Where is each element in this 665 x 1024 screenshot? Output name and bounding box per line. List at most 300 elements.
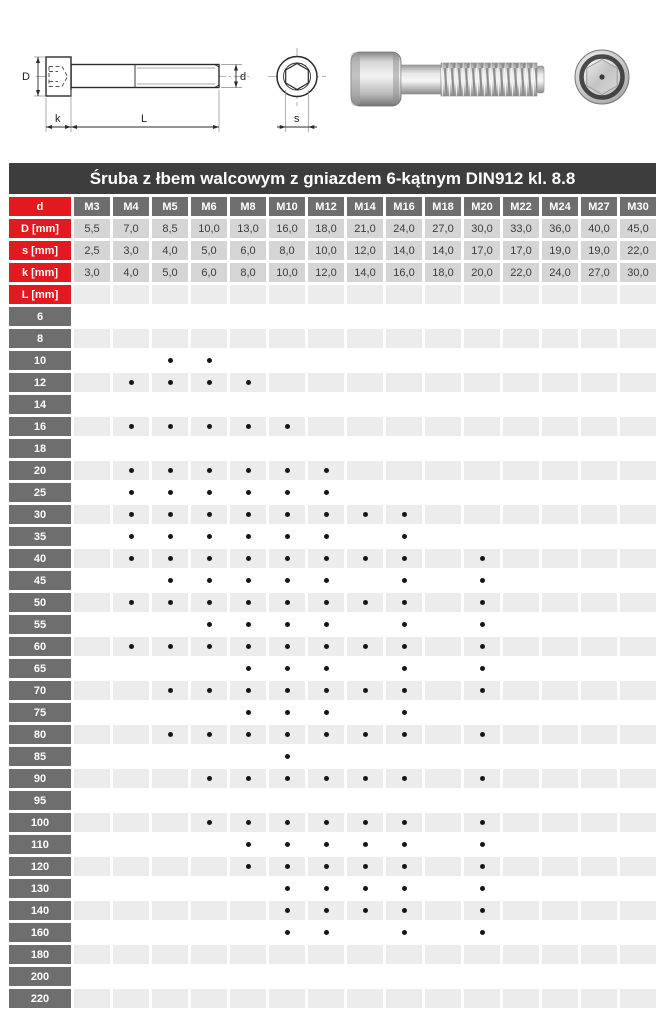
availability-cell xyxy=(425,857,461,876)
availability-cell xyxy=(152,791,188,810)
availability-cell xyxy=(230,593,266,612)
availability-cell xyxy=(152,329,188,348)
availability-cell xyxy=(269,351,305,370)
availability-dot xyxy=(285,908,290,913)
availability-cell xyxy=(386,989,422,1008)
availability-dot xyxy=(168,424,173,429)
availability-cell xyxy=(152,923,188,942)
availability-cell xyxy=(425,461,461,480)
dimension-value-M22: 22,0 xyxy=(503,263,539,282)
availability-cell xyxy=(386,615,422,634)
availability-cell xyxy=(269,417,305,436)
availability-cell xyxy=(113,439,149,458)
availability-dot xyxy=(480,908,485,913)
availability-dot xyxy=(324,556,329,561)
availability-dot xyxy=(402,886,407,891)
availability-dot xyxy=(168,644,173,649)
length-label: 20 xyxy=(9,461,71,480)
availability-dot xyxy=(324,776,329,781)
availability-dot xyxy=(168,358,173,363)
availability-cell xyxy=(386,879,422,898)
availability-cell xyxy=(113,395,149,414)
availability-cell xyxy=(113,923,149,942)
availability-cell xyxy=(230,351,266,370)
dimension-row-label: s [mm] xyxy=(9,241,71,260)
length-row xyxy=(9,351,656,370)
length-row xyxy=(9,461,656,480)
length-row xyxy=(9,373,656,392)
size-header-M30: M30 xyxy=(620,197,656,216)
availability-cell xyxy=(581,439,617,458)
availability-cell xyxy=(425,395,461,414)
availability-cell xyxy=(503,329,539,348)
dimension-value-M30: 45,0 xyxy=(620,219,656,238)
availability-cell xyxy=(230,813,266,832)
availability-dot xyxy=(246,534,251,539)
availability-dot xyxy=(246,512,251,517)
availability-cell xyxy=(542,879,578,898)
availability-dot xyxy=(207,688,212,693)
empty-cell xyxy=(74,285,110,304)
size-header-M8: M8 xyxy=(230,197,266,216)
availability-dot xyxy=(480,732,485,737)
availability-dot xyxy=(246,688,251,693)
availability-cell xyxy=(503,461,539,480)
availability-cell xyxy=(503,835,539,854)
availability-cell xyxy=(74,549,110,568)
availability-cell xyxy=(230,395,266,414)
length-row xyxy=(9,791,656,810)
dimension-value-M18: 14,0 xyxy=(425,241,461,260)
availability-cell xyxy=(503,571,539,590)
size-header-M10: M10 xyxy=(269,197,305,216)
availability-cell xyxy=(74,615,110,634)
availability-cell xyxy=(191,505,227,524)
availability-cell xyxy=(74,945,110,964)
availability-dot xyxy=(285,842,290,847)
availability-dot xyxy=(207,578,212,583)
availability-cell xyxy=(464,835,500,854)
availability-dot xyxy=(324,622,329,627)
availability-dot xyxy=(246,578,251,583)
dimension-value-M10: 8,0 xyxy=(269,241,305,260)
availability-cell xyxy=(581,307,617,326)
availability-cell xyxy=(269,747,305,766)
availability-cell xyxy=(347,527,383,546)
dimension-value-M27: 40,0 xyxy=(581,219,617,238)
availability-cell xyxy=(425,329,461,348)
size-header-M12: M12 xyxy=(308,197,344,216)
availability-cell xyxy=(230,373,266,392)
availability-dot xyxy=(285,644,290,649)
availability-cell xyxy=(347,945,383,964)
availability-cell xyxy=(425,901,461,920)
availability-dot xyxy=(402,512,407,517)
availability-cell xyxy=(152,549,188,568)
availability-cell xyxy=(347,549,383,568)
dimension-value-M6: 6,0 xyxy=(191,263,227,282)
availability-cell xyxy=(191,725,227,744)
availability-dot xyxy=(285,490,290,495)
availability-cell xyxy=(503,703,539,722)
availability-cell xyxy=(503,593,539,612)
availability-cell xyxy=(269,615,305,634)
availability-cell xyxy=(74,747,110,766)
availability-dot xyxy=(402,908,407,913)
availability-cell xyxy=(386,505,422,524)
availability-dot xyxy=(480,820,485,825)
availability-cell xyxy=(113,571,149,590)
length-row xyxy=(9,615,656,634)
availability-cell xyxy=(230,901,266,920)
availability-cell xyxy=(113,351,149,370)
availability-cell xyxy=(269,923,305,942)
availability-cell xyxy=(113,659,149,678)
availability-cell xyxy=(230,769,266,788)
availability-cell xyxy=(230,307,266,326)
availability-cell xyxy=(191,307,227,326)
availability-cell xyxy=(113,637,149,656)
availability-dot xyxy=(402,930,407,935)
availability-dot xyxy=(207,644,212,649)
availability-cell xyxy=(425,923,461,942)
length-row xyxy=(9,505,656,524)
dimension-value-M4: 4,0 xyxy=(113,263,149,282)
availability-cell xyxy=(269,505,305,524)
availability-cell xyxy=(503,505,539,524)
availability-cell xyxy=(347,571,383,590)
availability-dot xyxy=(207,358,212,363)
availability-cell xyxy=(152,901,188,920)
availability-cell xyxy=(347,747,383,766)
availability-cell xyxy=(347,637,383,656)
availability-cell xyxy=(230,527,266,546)
availability-dot xyxy=(324,864,329,869)
availability-dot xyxy=(207,380,212,385)
availability-dot xyxy=(480,930,485,935)
length-row xyxy=(9,549,656,568)
dim-label-D: D xyxy=(22,71,30,83)
availability-dot xyxy=(285,864,290,869)
availability-cell xyxy=(542,461,578,480)
availability-cell xyxy=(269,439,305,458)
availability-cell xyxy=(464,329,500,348)
availability-cell xyxy=(386,747,422,766)
availability-cell xyxy=(464,637,500,656)
availability-cell xyxy=(269,703,305,722)
length-row xyxy=(9,681,656,700)
availability-dot xyxy=(129,556,134,561)
availability-cell xyxy=(464,681,500,700)
length-row xyxy=(9,769,656,788)
availability-dot xyxy=(207,600,212,605)
availability-cell xyxy=(542,791,578,810)
length-label: 75 xyxy=(9,703,71,722)
length-row xyxy=(9,879,656,898)
screw-head-photo xyxy=(560,0,665,160)
availability-dot xyxy=(363,864,368,869)
availability-cell xyxy=(425,879,461,898)
availability-dot xyxy=(207,622,212,627)
length-row xyxy=(9,417,656,436)
availability-dot xyxy=(363,600,368,605)
availability-dot xyxy=(129,534,134,539)
availability-cell xyxy=(503,923,539,942)
length-label: 10 xyxy=(9,351,71,370)
length-row xyxy=(9,945,656,964)
availability-cell xyxy=(386,791,422,810)
availability-cell xyxy=(425,593,461,612)
length-row xyxy=(9,571,656,590)
availability-dot xyxy=(480,864,485,869)
availability-cell xyxy=(191,329,227,348)
length-label: 100 xyxy=(9,813,71,832)
availability-dot xyxy=(480,600,485,605)
availability-cell xyxy=(581,857,617,876)
availability-cell xyxy=(113,725,149,744)
length-label: 25 xyxy=(9,483,71,502)
dimension-value-M18: 27,0 xyxy=(425,219,461,238)
availability-dot xyxy=(480,666,485,671)
availability-cell xyxy=(620,615,656,634)
availability-cell xyxy=(425,351,461,370)
availability-cell xyxy=(542,439,578,458)
availability-cell xyxy=(152,879,188,898)
availability-cell xyxy=(542,725,578,744)
dimension-value-M14: 21,0 xyxy=(347,219,383,238)
availability-dot xyxy=(207,468,212,473)
availability-cell xyxy=(386,725,422,744)
availability-cell xyxy=(74,813,110,832)
availability-cell xyxy=(74,307,110,326)
length-label: 110 xyxy=(9,835,71,854)
availability-dot xyxy=(324,578,329,583)
availability-cell xyxy=(152,857,188,876)
photo-shank xyxy=(401,65,441,94)
availability-cell xyxy=(464,813,500,832)
availability-cell xyxy=(581,571,617,590)
dimension-value-M24: 19,0 xyxy=(542,241,578,260)
availability-dot xyxy=(246,666,251,671)
length-row xyxy=(9,967,656,986)
availability-cell xyxy=(464,571,500,590)
availability-cell xyxy=(425,505,461,524)
availability-dot xyxy=(402,644,407,649)
dim-label-s: s xyxy=(294,113,300,125)
availability-cell xyxy=(191,461,227,480)
availability-cell xyxy=(152,659,188,678)
length-row xyxy=(9,329,656,348)
availability-cell xyxy=(74,637,110,656)
empty-cell xyxy=(542,285,578,304)
availability-cell xyxy=(620,351,656,370)
availability-cell xyxy=(152,439,188,458)
availability-dot xyxy=(246,732,251,737)
length-label: 18 xyxy=(9,439,71,458)
availability-dot xyxy=(207,424,212,429)
availability-dot xyxy=(324,820,329,825)
availability-cell xyxy=(308,637,344,656)
availability-dot xyxy=(324,908,329,913)
availability-cell xyxy=(152,615,188,634)
availability-cell xyxy=(425,571,461,590)
availability-cell xyxy=(464,505,500,524)
availability-dot xyxy=(285,578,290,583)
length-row xyxy=(9,901,656,920)
availability-cell xyxy=(113,857,149,876)
availability-cell xyxy=(152,395,188,414)
availability-cell xyxy=(386,307,422,326)
availability-dot xyxy=(129,424,134,429)
availability-cell xyxy=(386,549,422,568)
availability-cell xyxy=(542,373,578,392)
availability-cell xyxy=(620,879,656,898)
availability-cell xyxy=(152,483,188,502)
empty-cell xyxy=(347,285,383,304)
availability-cell xyxy=(191,813,227,832)
length-label: 35 xyxy=(9,527,71,546)
availability-cell xyxy=(113,461,149,480)
availability-cell xyxy=(308,747,344,766)
dimension-value-M16: 24,0 xyxy=(386,219,422,238)
availability-cell xyxy=(386,945,422,964)
availability-cell xyxy=(113,615,149,634)
availability-cell xyxy=(347,439,383,458)
length-label: 40 xyxy=(9,549,71,568)
availability-dot xyxy=(285,710,290,715)
availability-cell xyxy=(230,417,266,436)
availability-cell xyxy=(464,923,500,942)
empty-cell xyxy=(269,285,305,304)
availability-cell xyxy=(113,329,149,348)
availability-dot xyxy=(168,556,173,561)
availability-cell xyxy=(308,659,344,678)
availability-cell xyxy=(464,791,500,810)
availability-cell xyxy=(425,989,461,1008)
empty-cell xyxy=(425,285,461,304)
empty-cell xyxy=(503,285,539,304)
availability-dot xyxy=(285,534,290,539)
availability-cell xyxy=(308,395,344,414)
availability-cell xyxy=(152,505,188,524)
availability-dot xyxy=(285,622,290,627)
length-label: 200 xyxy=(9,967,71,986)
availability-cell xyxy=(542,351,578,370)
availability-cell xyxy=(308,527,344,546)
length-row xyxy=(9,725,656,744)
availability-cell xyxy=(308,461,344,480)
dimension-value-M27: 27,0 xyxy=(581,263,617,282)
availability-dot xyxy=(246,490,251,495)
availability-cell xyxy=(542,945,578,964)
availability-cell xyxy=(308,307,344,326)
availability-cell xyxy=(581,659,617,678)
availability-cell xyxy=(620,967,656,986)
photo-tip xyxy=(537,66,544,93)
length-label: 180 xyxy=(9,945,71,964)
availability-dot xyxy=(402,688,407,693)
availability-cell xyxy=(113,703,149,722)
size-header-row xyxy=(9,197,656,216)
length-label: 16 xyxy=(9,417,71,436)
dimension-value-M12: 10,0 xyxy=(308,241,344,260)
availability-cell xyxy=(503,681,539,700)
availability-dot xyxy=(324,512,329,517)
availability-cell xyxy=(503,439,539,458)
availability-cell xyxy=(620,923,656,942)
availability-cell xyxy=(464,615,500,634)
availability-cell xyxy=(308,967,344,986)
availability-cell xyxy=(230,857,266,876)
dimension-value-M14: 14,0 xyxy=(347,263,383,282)
availability-cell xyxy=(269,307,305,326)
availability-cell xyxy=(269,461,305,480)
availability-cell xyxy=(191,549,227,568)
empty-cell xyxy=(386,285,422,304)
length-label: 55 xyxy=(9,615,71,634)
length-row xyxy=(9,857,656,876)
availability-dot xyxy=(324,688,329,693)
availability-cell xyxy=(113,989,149,1008)
availability-dot xyxy=(246,644,251,649)
availability-cell xyxy=(386,351,422,370)
availability-cell xyxy=(74,791,110,810)
availability-cell xyxy=(503,901,539,920)
availability-dot xyxy=(402,622,407,627)
length-row xyxy=(9,439,656,458)
availability-cell xyxy=(425,439,461,458)
availability-dot xyxy=(285,600,290,605)
availability-cell xyxy=(620,747,656,766)
length-header-label: L [mm] xyxy=(9,285,71,304)
spec-table xyxy=(9,163,656,1008)
availability-cell xyxy=(542,527,578,546)
availability-cell xyxy=(386,593,422,612)
empty-cell xyxy=(620,285,656,304)
availability-cell xyxy=(113,681,149,700)
screw-photo-body xyxy=(351,52,544,106)
availability-dot xyxy=(363,776,368,781)
availability-dot xyxy=(285,820,290,825)
availability-cell xyxy=(269,329,305,348)
empty-cell xyxy=(191,285,227,304)
availability-cell xyxy=(581,637,617,656)
availability-dot xyxy=(480,578,485,583)
availability-cell xyxy=(347,593,383,612)
size-header-M24: M24 xyxy=(542,197,578,216)
availability-cell xyxy=(347,835,383,854)
availability-cell xyxy=(74,461,110,480)
availability-cell xyxy=(464,483,500,502)
availability-cell xyxy=(464,879,500,898)
availability-cell xyxy=(113,813,149,832)
screw-photo xyxy=(345,0,560,160)
availability-cell xyxy=(269,989,305,1008)
availability-cell xyxy=(230,483,266,502)
availability-cell xyxy=(74,505,110,524)
availability-cell xyxy=(464,725,500,744)
availability-cell xyxy=(386,681,422,700)
availability-cell xyxy=(503,417,539,436)
availability-cell xyxy=(113,835,149,854)
availability-cell xyxy=(503,659,539,678)
availability-cell xyxy=(581,505,617,524)
availability-cell xyxy=(581,747,617,766)
availability-cell xyxy=(308,989,344,1008)
availability-cell xyxy=(620,395,656,414)
availability-dot xyxy=(207,732,212,737)
availability-cell xyxy=(503,725,539,744)
